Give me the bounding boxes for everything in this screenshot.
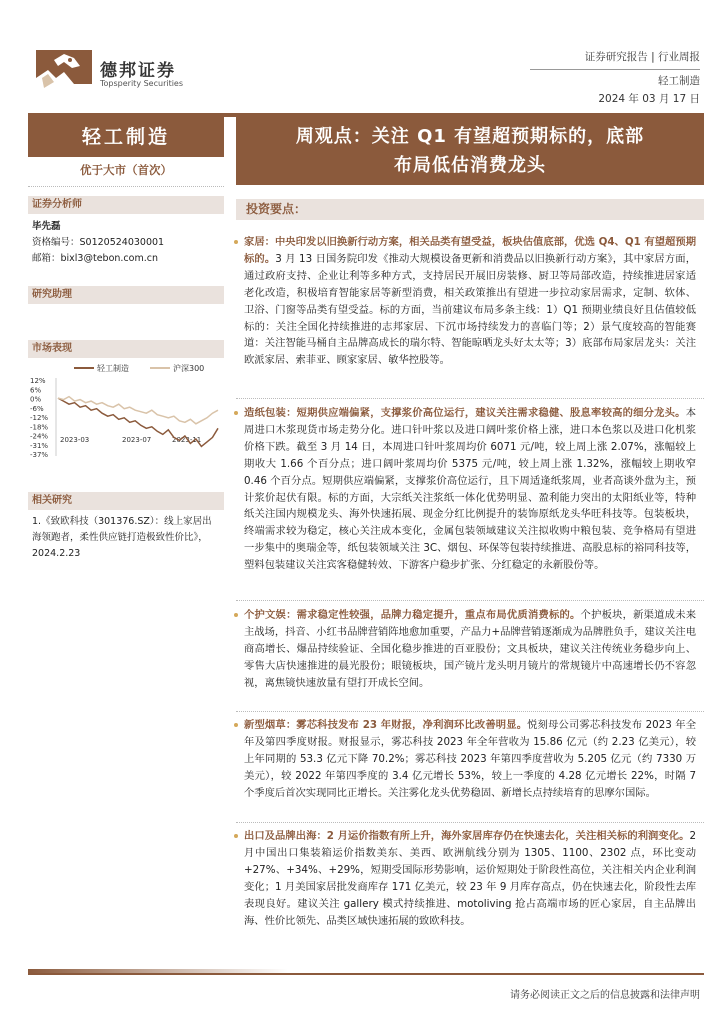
para-highlight: 个护文娱：需求稳定性较强，品牌力稳定提升，重点布局优质消费标的。	[244, 609, 581, 621]
y-tick-label: -18%	[30, 423, 49, 432]
bullet-icon	[234, 240, 238, 244]
analyst-name: 毕先磊	[32, 221, 61, 232]
x-tick-label: 2023-03	[60, 436, 90, 444]
divider	[236, 822, 704, 823]
footer-rule	[28, 973, 704, 975]
bullet-icon	[234, 834, 238, 838]
para-export	[244, 828, 696, 929]
para-paper-packaging	[244, 405, 696, 574]
y-tick-label: 12%	[30, 377, 46, 385]
para-new-tobacco	[244, 717, 696, 802]
divider	[236, 600, 704, 601]
title-line-2: 布局低估消费龙头	[394, 155, 546, 176]
x-tick-label: 2023-07	[122, 436, 152, 444]
header-industry: 轻工制造	[658, 75, 700, 87]
x-tick-label: 2023-11	[172, 436, 202, 444]
divider	[28, 186, 224, 187]
analyst-license: 资格编号：S0120524030001	[32, 237, 165, 248]
para-highlight: 新型烟草：雾芯科技发布 23 年财报，净利润环比改善明显。	[244, 719, 528, 731]
report-title	[236, 117, 704, 185]
para-highlight: 出口及品牌出海：2 月运价指数有所上升，海外家居库存仍在快速去化，关注相关标的利润变化。	[244, 830, 690, 842]
legend-label-index: 沪深300	[173, 364, 205, 373]
footer-disclaimer: 请务必阅读正文之后的信息披露和法律声明	[510, 990, 700, 1001]
y-tick-label: -37%	[30, 451, 49, 459]
para-body: 个护板块，新渠道成未来主战场，抖音、小红书品牌营销阵地愈加重要，产品力+品牌营销逐渐成为品牌胜负手，建议关注电商高增长、爆品持续验证、全国化稳步推进的百亚股份；文具板块，建议关注传统业务稳步向上、零售大店快速推进的晨光股份；眼镜板块，国产镜片龙头明月镜片的常规镜片中高速增长仍不容忽视，离焦镜快速放量有望打开成长空间。	[244, 609, 697, 689]
legend-label-sector: 轻工制造	[97, 364, 129, 373]
y-tick-label: -31%	[30, 441, 49, 450]
investment-section-head: 投资要点：	[236, 199, 704, 220]
rating: 优于大市（首次）	[80, 163, 172, 177]
divider	[236, 398, 704, 399]
sector-title: 轻工制造	[28, 117, 224, 157]
para-home-furnishing	[244, 234, 696, 369]
assistant-section-head: 研究助理	[28, 286, 224, 304]
para-highlight: 家居：中央印发以旧换新行动方案，相关品类有望受益，板块估值底部，优选 Q4、Q1 有望超预期标的。	[244, 236, 696, 265]
para-body: 悦刻母公司雾芯科技发布 2023 年全年及第四季度财报。财报显示，雾芯科技 2023 年全年营收为 15.86 亿元（约 2.23 亿美元），较上年同期的 53.3 亿元下降 70.2%；雾芯科技 2023 年第四季度营收为 5.205 亿元（约 7330 万美元），较 2022 年第四季度的 3.4 亿元增长 53%，较上一季度的 4.28 亿元增长 22%，时隔 7 个季度后首次实现同比正增长。关注雾化龙头优势稳固、新增长点持续培育的思摩尔国际。	[244, 719, 696, 799]
market-chart	[30, 360, 224, 468]
title-line-1: 周观点：关注 Q1 有望超预期标的，底部	[295, 126, 645, 147]
header-divider	[530, 69, 700, 70]
analyst-section-head: 证券分析师	[28, 196, 224, 214]
para-body: 3 月 13 日国务院印发《推动大规模设备更新和消费品以旧换新行动方案》，其中家居方面，通过政府支持、企业让利等多种方式，支持居民开展旧房装修、厨卫等局部改造，持续推进居家适老化改造，积极培育智能家居等新型消费，相关政策推出有望进一步拉动家居需求，定制、软体、卫浴、门窗等品类有望受益。标的方面，当前建议布局多条主线：1）Q1 预期业绩良好且估值较低标的：关注全国化持续推进的志邦家居、下沉市场持续发力的喜临门等；2）景气度较高的智能赛道：关注智能马桶自主品牌高成长的瑞尔特、智能晾晒龙头好太太等；3）底部布局家居龙头：关注欧派家居、索菲亚、顾家家居、敏华控股等。	[244, 252, 696, 367]
bullet-icon	[234, 723, 238, 727]
company-logo	[34, 48, 94, 90]
brand-name-en: Topsperity Securities	[100, 79, 184, 88]
y-tick-label: -24%	[30, 432, 49, 441]
analyst-email[interactable]: 邮箱：bixl3@tebon.com.cn	[32, 253, 158, 264]
market-section-head: 市场表现	[28, 340, 224, 358]
bullet-icon	[234, 411, 238, 415]
series-line-index	[58, 397, 218, 424]
y-tick-label: 0%	[30, 395, 42, 404]
related-section-head: 相关研究	[28, 492, 224, 510]
related-report-link[interactable]: 1.《致欧科技（301376.SZ）：线上家居出海领跑者，柔性供应链打造极致性价比》，2024.2.23	[32, 516, 212, 559]
report-date: 2024 年 03 月 17 日	[598, 93, 700, 105]
y-tick-label: -12%	[30, 414, 49, 422]
y-tick-label: -6%	[30, 404, 44, 413]
para-highlight: 造纸包装：短期供应端偏紧，支撑浆价高位运行，建议关注需求稳健、股息率较高的细分龙头。	[244, 407, 686, 419]
report-type: 证券研究报告 | 行业周报	[584, 51, 700, 63]
para-body: 2 月中国出口集装箱运价指数美东、美西、欧洲航线分别为 1305、1100、2302 点，环比变动+27%、+34%、+29%，短期受国际形势影响，运价短期处于阶段性高位，关注相关内企业利润变化；1 月美国家居批发商库存 171 亿美元，较 23 年 9 月库存高点，仍在快速去化，阶段性去库表现良好。建议关注 gallery 模式持续推进、motoliving 抢占高端市场的匠心家居，自主品牌出海、性价比领先、品类区域快速拓展的致欧科技。	[244, 830, 696, 927]
y-tick-label: 6%	[30, 386, 42, 395]
brand-name: 德邦证券	[100, 61, 176, 81]
para-personal-care	[244, 607, 696, 692]
bullet-icon	[234, 613, 238, 617]
para-body: 本周进口木浆现货市场走势分化。进口针叶浆以及进口阔叶浆价格上涨，进口本色浆以及进口化机浆价格下跌。截至 3 月 14 日，本周进口针叶浆周均价 6071 元/吨，较上周上涨 2.07%，涨幅较上期收大 1.66 个百分点；进口阔叶浆周均价 5375 元/吨，较上周上涨 1.32%，涨幅较上期收窄 0.46 个百分点。短期供应端偏紧，支撑浆价高位运行，且下周适逢纸浆周，业者高谈外盘为主，预计浆价起伏有限。标的方面，大宗纸关注浆纸一体化优势明显、盈利能力突出的太阳纸业等，特种纸关注国内规模龙头、海外快速拓展、现金分红比例提升的装饰原纸龙头华旺科技等。包装板块，终端需求较为稳定，核心关注成本变化，金属包装领域建议关注拟收购中粮包装、竞争格局有望进一步集中的奥瑞金等，纸包装领域关注 3C、烟包、环保等包装持续推进、高股息标的裕同科技等，塑料包装建议关注宾客稳健转效、下游客户稳步扩张、分红稳定的永新股份等。	[244, 407, 696, 572]
divider	[236, 711, 704, 712]
